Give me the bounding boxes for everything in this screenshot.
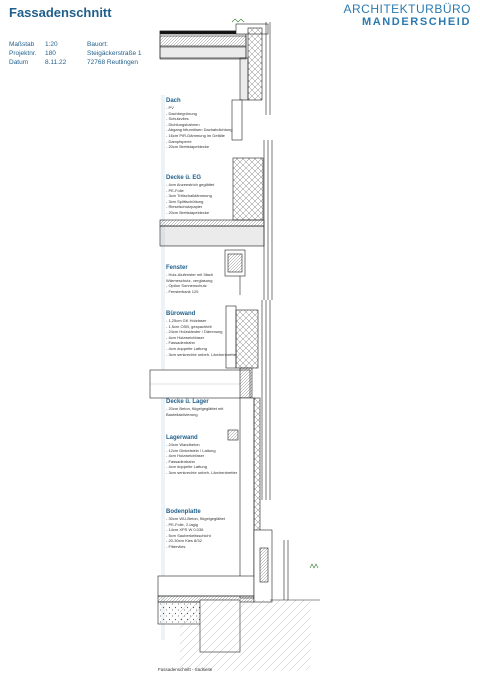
annotation-line: - Filtervlies	[166, 543, 186, 549]
annotation-office-wall-title: Bürowand	[166, 311, 196, 317]
meta-site-label: Bauort:	[87, 41, 108, 48]
meta-label-date: Datum	[9, 59, 29, 66]
drawing-caption: Fassadenschnitt - Südseite	[158, 667, 213, 672]
annotation-line: - 1,5cm OSB, gespachtelt	[166, 323, 212, 329]
annotation-storage-wall	[166, 434, 238, 476]
meta-value-scale: 1:20	[45, 41, 58, 48]
annotation-ground-slab	[166, 508, 238, 550]
annotation-line: - 4cm doppelte Lattung	[166, 345, 207, 351]
annotation-line: - Dichtungsbahnen	[166, 121, 200, 127]
annotation-line: - 3cm senkrechte unbeh. Lärchenbretter	[166, 469, 238, 475]
annotation-line: - PE-Folie, 2-lagig	[166, 521, 199, 527]
annotation-line: - 20-30cm Kies 8/32	[166, 538, 202, 544]
annotation-line: - Fensterbank 125	[166, 288, 199, 294]
annotation-roof	[166, 97, 238, 150]
annotation-line: - Dachbegrünung	[166, 110, 197, 116]
annotation-line: - PV	[166, 105, 174, 110]
annotation-line: - Schutzvlies	[166, 116, 189, 122]
meta-value-project: 180	[45, 50, 56, 57]
annotation-roof-title: Dach	[166, 98, 181, 104]
annotation-line: - 4cm Holzweichfaser	[166, 453, 205, 459]
annotation-line: - PE-Folie	[166, 187, 184, 193]
annotation-storage-wall-title: Lagerwand	[166, 435, 198, 441]
annotation-line: - Dampfsperre	[166, 138, 192, 144]
annotation-line: - 20cm Beton, flügelgeglättet mit Bauteilaktivierung	[166, 406, 224, 417]
annotation-storage-ceiling-title: Decke ü. Lager	[166, 399, 209, 405]
storage-ceiling-slab	[150, 368, 252, 398]
meta-value-date: 8.11.22	[45, 59, 67, 66]
meta-site-city: 72768 Reutlingen	[87, 59, 138, 66]
meta-label-scale: Maßstab	[9, 41, 35, 48]
annotation-line: - Rieselschutzpapier	[166, 204, 203, 210]
annotation-guides	[162, 95, 164, 640]
page-title: Fassadenschnitt	[9, 5, 112, 20]
annotation-line: - 24cm Wandbeton	[166, 442, 200, 447]
annotation-line: - 14cm XPS W 0.036	[166, 527, 204, 533]
annotation-line: - 12cm Dinkelstein / Lattung	[166, 447, 216, 453]
annotation-ceiling-eg-title: Decke ü. EG	[166, 175, 202, 181]
annotation-line: - 5cm Sauberkeitsschicht	[166, 532, 211, 538]
annotation-line: - 3cm senkrechte unbeh. Lärchenbretter	[166, 351, 238, 357]
annotation-line: - Abgang bitumiösen Dachabdichtung	[166, 127, 233, 133]
annotation-line: - Fassadenbahn	[166, 340, 195, 346]
annotation-ground-slab-title: Bodenplatte	[166, 509, 201, 515]
annotation-line: - 1,25cm GK Holzfaser	[166, 318, 207, 323]
annotation-line: - Holz-Alufenster mit 3fach Wärmeschutz- verglasung	[166, 272, 214, 283]
annotation-line: - 4cm doppelte Lattung	[166, 464, 207, 470]
annotation-office-wall	[166, 310, 238, 357]
annotation-line: - 24cm Holzständer / Dämmung	[166, 329, 223, 335]
annotation-window	[166, 264, 238, 294]
logo-line-1: ARCHITEKTURBÜRO	[343, 2, 471, 16]
annotation-window-title: Fenster	[166, 265, 188, 271]
annotation-line: - Fassadenbahn	[166, 458, 195, 464]
annotation-line: - 3cm Splittschüttung	[166, 198, 204, 204]
annotation-line: - 16cm PIR-Dämmung im Gefälle	[166, 132, 225, 138]
logo-line-2: MANDERSCHEID	[361, 16, 471, 28]
annotation-ceiling-eg	[166, 174, 238, 216]
annotation-storage-ceiling	[166, 398, 238, 417]
annotation-line: - 20cm Brettstapeldecke	[166, 144, 210, 150]
annotation-line: - 4cm Anzeestrich geglättet	[166, 182, 215, 187]
annotation-line: - Option Sonnenschutz	[166, 283, 207, 289]
annotation-line: - 4cm Holzweichfaser	[166, 334, 205, 340]
meta-label-project: Projektnr.	[9, 50, 37, 57]
annotation-line: - 30cm WU-Beton, flügelgeglättet	[166, 516, 225, 521]
annotation-line: - 3cm Trittschalldämmung	[166, 193, 212, 199]
foundation	[158, 530, 320, 670]
meta-site-street: Steigäckerstraße 1	[87, 50, 142, 57]
annotation-line: - 20cm Brettstapeldecke	[166, 209, 210, 215]
